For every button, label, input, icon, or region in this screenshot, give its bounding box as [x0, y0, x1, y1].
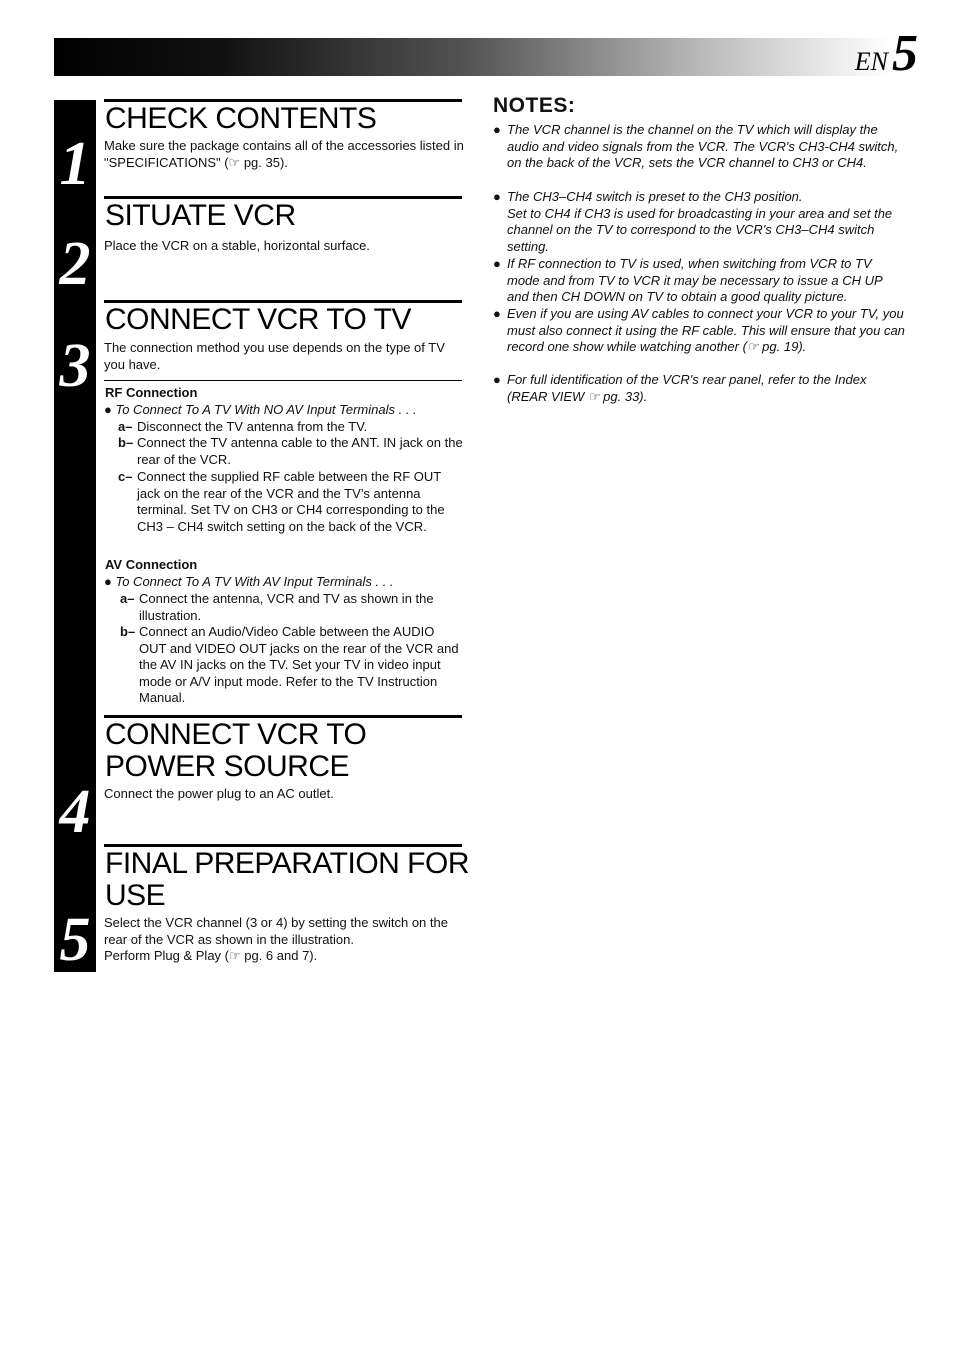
step-number-3: 3 [59, 332, 91, 400]
step-2-title: SITUATE VCR [105, 199, 296, 232]
note-text: Even if you are using AV cables to connect your VCR to your TV, you must also connect it using the RF cable. This will ensure that you can record one show while watching another (☞ pg. 19). [507, 306, 905, 355]
step-text: Connect an Audio/Video Cable between the AUDIO OUT and VIDEO OUT jacks on the rear of the VCR and the AV IN jacks on the TV. Set your TV in video input mode or A/V input mode. Refer to the TV Instruction Manual. [139, 624, 459, 706]
step-text: Connect the supplied RF cable between the RF OUT jack on the rear of the VCR and the TV’s antenna terminal. Set TV on CH3 or CH4 corresponding to the CH3 – CH4 switch setting on the back of the VCR. [137, 469, 445, 534]
step-label: b– [120, 624, 136, 639]
note-text: The VCR channel is the channel on the TV which will display the audio and video signals from the VCR. The VCR's CH3-CH4 switch, on the back of the VCR, sets the VCR channel to CH3 or CH4. [507, 122, 899, 171]
step-4-title-line-1: CONNECT VCR TO [105, 718, 367, 751]
note-item [493, 306, 905, 356]
step-5-title-line-2: USE [105, 879, 166, 912]
rf-connection-heading: RF Connection [105, 385, 198, 400]
step-label: b– [118, 435, 134, 450]
bullet-icon: ● [493, 256, 501, 271]
step-1-title: CHECK CONTENTS [105, 102, 377, 135]
step-4-body: Connect the power plug to an AC outlet. [104, 786, 334, 801]
step-label: a– [118, 419, 133, 434]
page-number-value: 5 [892, 25, 918, 82]
step-label: a– [120, 591, 135, 606]
note-item [493, 256, 905, 306]
step-5-title-line-1: FINAL PREPARATION FOR [105, 847, 469, 880]
header-gradient-bar [54, 38, 889, 76]
step-number-5: 5 [59, 906, 91, 974]
step-4-title-line-2: POWER SOURCE [105, 750, 350, 783]
step-number-4: 4 [59, 778, 91, 846]
step-5-body-2: Perform Plug & Play (☞ pg. 6 and 7). [104, 948, 318, 963]
av-connection-heading: AV Connection [105, 557, 198, 572]
bullet-icon: ● [104, 402, 116, 417]
notes-heading: NOTES: [493, 94, 576, 117]
language-label: EN [854, 47, 888, 76]
bullet-icon: ● [493, 189, 501, 204]
av-bullet [104, 574, 394, 591]
step-1-body: Make sure the package contains all of the accessories listed in "SPECIFICATIONS" (☞ pg. 35). [104, 138, 464, 170]
bullet-icon: ● [493, 122, 501, 137]
step-5-body: Select the VCR channel (3 or 4) by setting the switch on the rear of the VCR as shown in the illustration. [104, 915, 448, 947]
bullet-icon: ● [493, 372, 501, 387]
step-number-1: 1 [59, 130, 91, 198]
note-text: For full identification of the VCR's rear panel, refer to the Index (REAR VIEW ☞ pg. 33). [507, 372, 867, 404]
step-3-body: The connection method you use depends on the type of TV you have. [104, 340, 445, 372]
bullet-icon: ● [493, 306, 501, 321]
step-text: Connect the antenna, VCR and TV as shown in the illustration. [139, 591, 434, 623]
rf-bullet [104, 402, 417, 419]
rf-bullet-text: To Connect To A TV With NO AV Input Terminals . . . [115, 402, 417, 417]
note-text: If RF connection to TV is used, when switching from VCR to TV mode and from TV to VCR it may be necessary to issue a CH UP and then CH DOWN on TV to obtain a good quality picture. [507, 256, 883, 305]
step-label: c– [118, 469, 133, 484]
av-bullet-text: To Connect To A TV With AV Input Terminals . . . [115, 574, 394, 589]
page-number [855, 24, 918, 83]
bullet-icon: ● [104, 574, 116, 589]
step-text: Connect the TV antenna cable to the ANT. IN jack on the rear of the VCR. [137, 435, 463, 467]
note-text: The CH3–CH4 switch is preset to the CH3 position. [507, 189, 803, 204]
step-number-2: 2 [59, 230, 91, 298]
note-item [493, 189, 905, 255]
step-text: Disconnect the TV antenna from the TV. [137, 419, 368, 434]
note-item [493, 372, 905, 405]
note-item [493, 122, 905, 172]
note-text-continued: Set to CH4 if CH3 is used for broadcasting in your area and set the channel on the TV to correspond to the VCR's CH3–CH4 switch setting. [507, 205, 893, 254]
step-3-title: CONNECT VCR TO TV [105, 303, 412, 336]
step-2-body: Place the VCR on a stable, horizontal surface. [104, 238, 370, 253]
subsection-divider [104, 380, 462, 381]
